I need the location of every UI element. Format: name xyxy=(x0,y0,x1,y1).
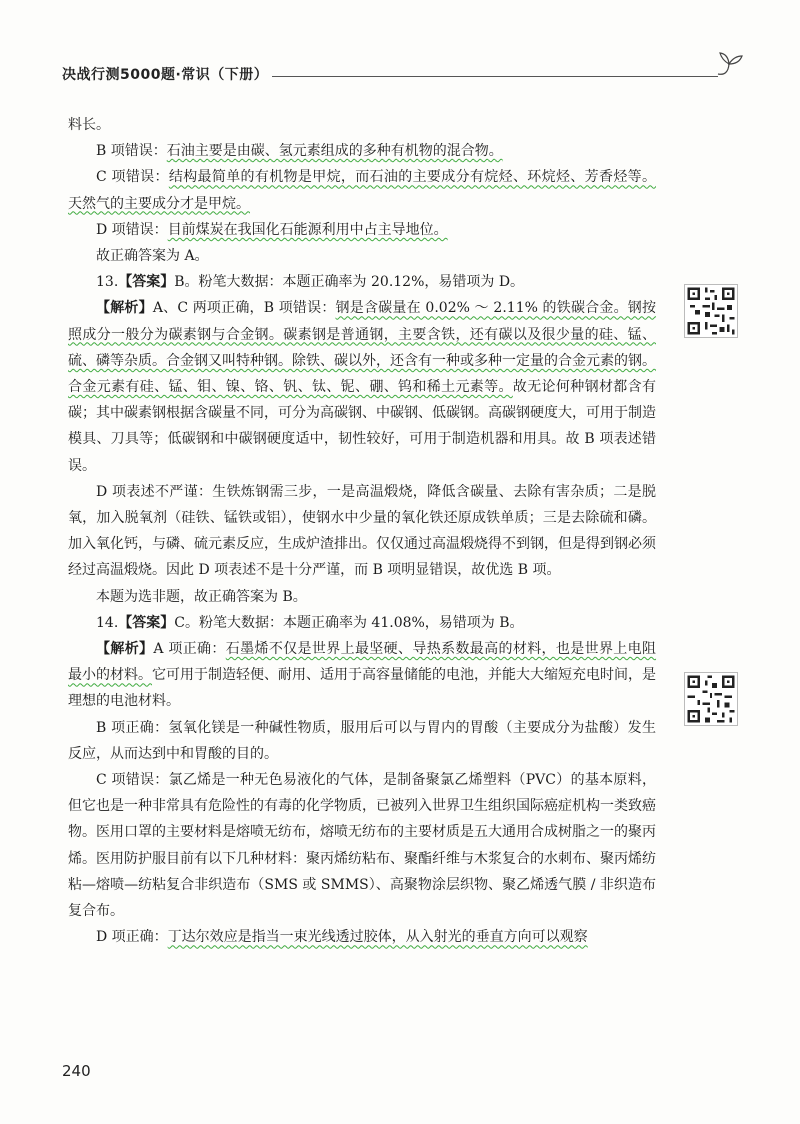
paragraph xyxy=(68,924,656,950)
analysis-label: 【解析】 xyxy=(96,300,153,317)
analysis-tail: 故无论何种钢材都含有碳；其中碳素钢根据含碳量不同，可分为高碳钢、中碳钢、低碳钢。高碳钢硬度大，可用于制造模具、刀具等；低碳钢和中碳钢硬度适中，韧性较好，可用于制造机器和用具。故 B 项表述错误。 xyxy=(68,379,657,474)
paragraph: B 项正确：氢氧化镁是一种碱性物质，服用后可以与胃内的胃酸（主要成分为盐酸）发生反应，从而达到中和胃酸的目的。 xyxy=(68,719,656,762)
page-number: 240 xyxy=(62,1062,91,1080)
option-label: D 项正确： xyxy=(96,929,168,946)
qr-code-icon[interactable] xyxy=(684,284,738,338)
question-14-analysis xyxy=(68,636,656,715)
question-number: 14. xyxy=(96,614,119,631)
paragraph xyxy=(68,138,656,164)
answer-text: C。粉笔大数据：本题正确率为 41.08%，易错项为 B。 xyxy=(174,614,524,631)
paragraph xyxy=(68,164,656,216)
analysis-label: 【解析】 xyxy=(96,641,154,658)
answer-label: 【答案】 xyxy=(118,274,175,291)
highlighted-text: 目前煤炭在我国化石能源利用中占主导地位。 xyxy=(167,221,448,238)
qr-code-icon[interactable] xyxy=(684,672,738,726)
question-13-answer xyxy=(68,269,656,295)
highlighted-text: 石墨烯不仅是世界上最坚硬、导热系数最高的材料，也是世界上电阻最小的材料。 xyxy=(68,641,657,684)
header-title: 决战行测5000题·常识（下册） xyxy=(62,67,269,83)
paragraph: D 项表述不严谨：生铁炼钢需三步，一是高温煅烧，降低含碳量、去除有害杂质；二是脱氧，加入脱氧剂（硅铁、锰铁或铝），使钢水中少量的氧化铁还原成铁单质；三是去除硫和磷。加入氧化钙，与磷、硫元素反应，生成炉渣排出。仅仅通过高温煅烧得不到钢，但是得到钢必须经过高温煅烧。因此 D 项表述不是十分严谨，而 B 项明显错误，故优选 B 项。 xyxy=(68,483,656,579)
question-14-answer xyxy=(68,610,656,636)
answer-text: B。粉笔大数据：本题正确率为 20.12%，易错项为 D。 xyxy=(174,274,525,291)
highlighted-text: 丁达尔效应是指当一束光线透过胶体，从入射光的垂直方向可以观察 xyxy=(167,929,588,946)
highlighted-text: 钢是含碳量在 0.02% ～ 2.11% 的铁碳合金。钢按照成分一般分为碳素钢与合金钢。碳素钢是普通钢，主要含铁，还有碳以及很少量的硅、锰、硫、磷等杂质。合金钢又叫特种钢。除铁、碳以外，还含有一种或多种一定量的合金元素的钢。合金元素有硅、锰、钼、镍、铬、钒、钛、铌、硼、钨和稀土元素等。 xyxy=(68,300,657,396)
highlighted-text: 石油主要是由碳、氢元素组成的多种有机物的混合物。 xyxy=(166,143,503,160)
option-label: B 项错误： xyxy=(96,143,167,160)
main-text xyxy=(68,112,656,951)
analysis-tail: 它可用于制造轻便、耐用、适用于高容量储能的电池，并能大大缩短充电时间，是理想的电池材料。 xyxy=(68,667,656,710)
paragraph: 料长。 xyxy=(68,117,110,133)
option-label: D 项错误： xyxy=(96,221,168,238)
option-label: C 项错误： xyxy=(96,169,169,186)
question-13-analysis xyxy=(68,295,656,478)
paragraph xyxy=(68,217,656,243)
sprout-icon xyxy=(714,50,744,80)
highlighted-text: 结构最简单的有机物是甲烷，而石油的主要成分有烷烃、环烷烃、芳香烃等。天然气的主要成分才是甲烷。 xyxy=(68,169,656,212)
paragraph: C 项错误：氯乙烯是一种无色易液化的气体，是制备聚氯乙烯塑料（PVC）的基本原料，但它也是一种非常具有危险性的有毒的化学物质，已被列入世界卫生组织国际癌症机构一类致癌物。医用口罩的主要材料是熔喷无纺布，熔喷无纺布的主要材质是五大通用合成树脂之一的聚丙烯。医用防护服目前有以下几种材料：聚丙烯纺粘布、聚酯纤维与木浆复合的水刺布、聚丙烯纺粘—熔喷—纺粘复合非织造布（SMS 或 SMMS）、高聚物涂层织物、聚乙烯透气膜 / 非织造布复合布。 xyxy=(68,772,656,920)
answer-label: 【答案】 xyxy=(118,614,175,631)
paragraph: 故正确答案为 A。 xyxy=(96,248,209,265)
analysis-lead: A 项正确： xyxy=(153,641,226,658)
analysis-lead: A、C 两项正确，B 项错误： xyxy=(152,300,336,317)
question-number: 13. xyxy=(96,274,119,291)
paragraph: 本题为选非题，故正确答案为 B。 xyxy=(96,588,307,605)
header-rule xyxy=(272,76,718,77)
